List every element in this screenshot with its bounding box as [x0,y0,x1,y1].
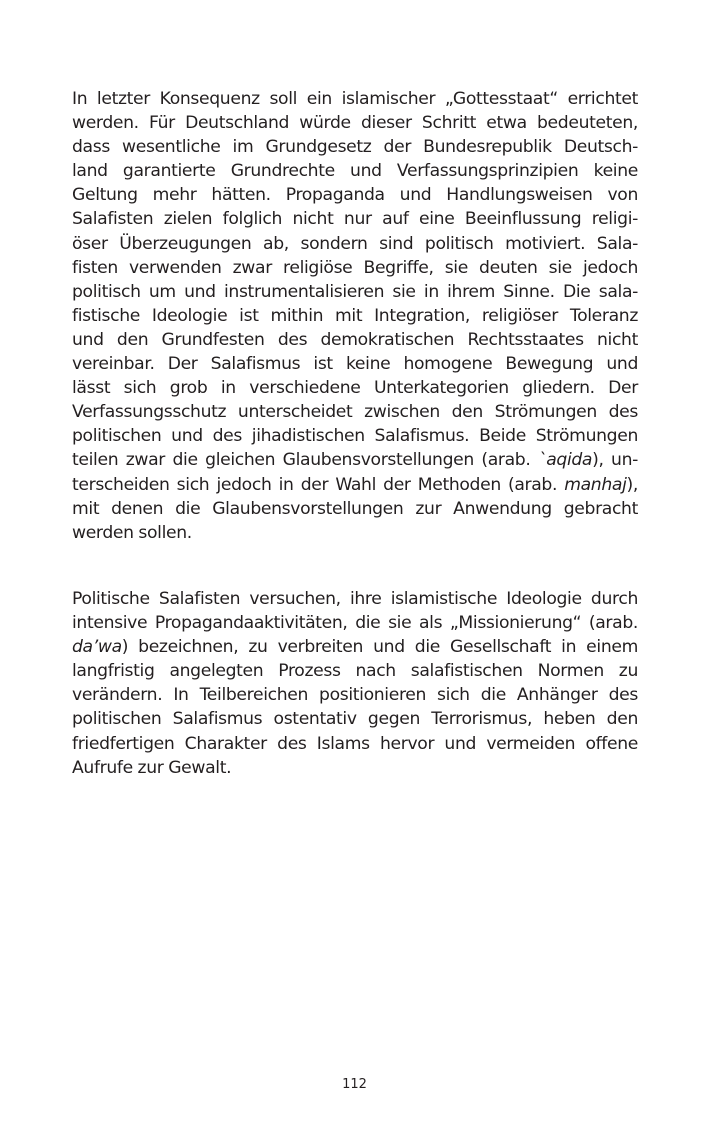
text-segment: werden sollen. [72,522,192,543]
text-line [72,521,638,545]
text-segment: fisten verwenden zwar religiöse Begriffe, sie deuten sie jedoch [72,257,638,278]
text-line [72,400,638,424]
text-segment: und den Grundfesten des demokratischen Rechtsstaates nicht [72,329,638,350]
text-line [72,732,638,756]
text-line [72,473,638,497]
text-line [72,256,638,280]
text-line [72,183,638,207]
text-line [72,448,638,472]
text-line [72,683,638,707]
italic-term: da’wa [72,637,122,658]
text-segment: langfristig angelegten Prozess nach salafistischen Normen zu [72,661,638,682]
text-segment: fistische Ideologie ist mithin mit Integration, religiöser Toleranz [72,305,638,326]
text-segment: verändern. In Teilbereichen positionieren sich die Anhänger des [72,685,638,706]
italic-term: manhaj [564,474,627,495]
text-segment: In letzter Konsequenz soll ein islamischer „Gottesstaat“ errichtet [72,89,638,109]
text-segment: ), un- [592,450,638,471]
text-line [72,352,638,376]
text-line [72,587,638,611]
text-segment: Politische Salafisten versuchen, ihre islamistische Ideologie durch [72,589,638,609]
text-segment: politischen und des jihadistischen Salafismus. Beide Strömungen [72,426,638,447]
text-line [72,135,638,159]
text-segment: werden. Für Deutschland würde dieser Schritt etwa bedeuteten, [72,113,638,134]
text-segment: öser Überzeugungen ab, sondern sind politisch motiviert. Sala- [72,233,638,254]
text-line [72,611,638,635]
text-line [72,756,638,780]
text-line [72,280,638,304]
text-line [72,376,638,400]
page-number: 112 [342,1077,367,1092]
text-segment: mit denen die Glaubensvorstellungen zur Anwendung gebracht [72,498,638,519]
text-segment: ) bezeichnen, zu verbreiten und die Gesellschaft in einem [121,637,638,658]
italic-term: `aqida [537,450,593,471]
text-segment: Salafisten zielen folglich nicht nur auf eine Beeinflussung religi- [72,209,638,230]
text-segment: Aufrufe zur Gewalt. [72,757,232,778]
paragraph-1 [72,87,638,545]
text-segment: Verfassungsschutz unterscheidet zwischen den Strömungen des [72,402,638,423]
text-line [72,207,638,231]
text-line [72,304,638,328]
text-segment: politischen Salafismus ostentativ gegen Terrorismus, heben den [72,709,638,730]
text-line [72,159,638,183]
text-line [72,111,638,135]
text-line [72,659,638,683]
text-segment: dass wesentliche im Grundgesetz der Bundesrepublik Deutsch- [72,137,638,158]
text-line [72,424,638,448]
text-segment: ), [626,474,638,495]
text-segment: intensive Propagandaaktivitäten, die sie als „Missionierung“ (arab. [72,613,638,634]
text-line [72,328,638,352]
paragraph-2 [72,587,638,780]
text-segment: Geltung mehr hätten. Propaganda und Handlungsweisen von [72,185,638,206]
text-line [72,87,638,111]
text-segment: politisch um und instrumentalisieren sie in ihrem Sinne. Die sala- [72,281,638,302]
text-line [72,707,638,731]
text-segment: friedfertigen Charakter des Islams hervor und vermeiden offene [72,733,638,754]
text-segment: vereinbar. Der Salafismus ist keine homogene Bewegung und [72,354,638,375]
text-line [72,497,638,521]
text-line [72,635,638,659]
text-segment: terscheiden sich jedoch in der Wahl der Methoden (arab. [72,474,565,495]
text-line [72,232,638,256]
text-segment: teilen zwar die gleichen Glaubensvorstellungen (arab. [72,450,538,471]
text-segment: land garantierte Grundrechte und Verfassungsprinzipien keine [72,161,638,182]
text-segment: lässt sich grob in verschiedene Unterkategorien gliedern. Der [72,378,638,399]
